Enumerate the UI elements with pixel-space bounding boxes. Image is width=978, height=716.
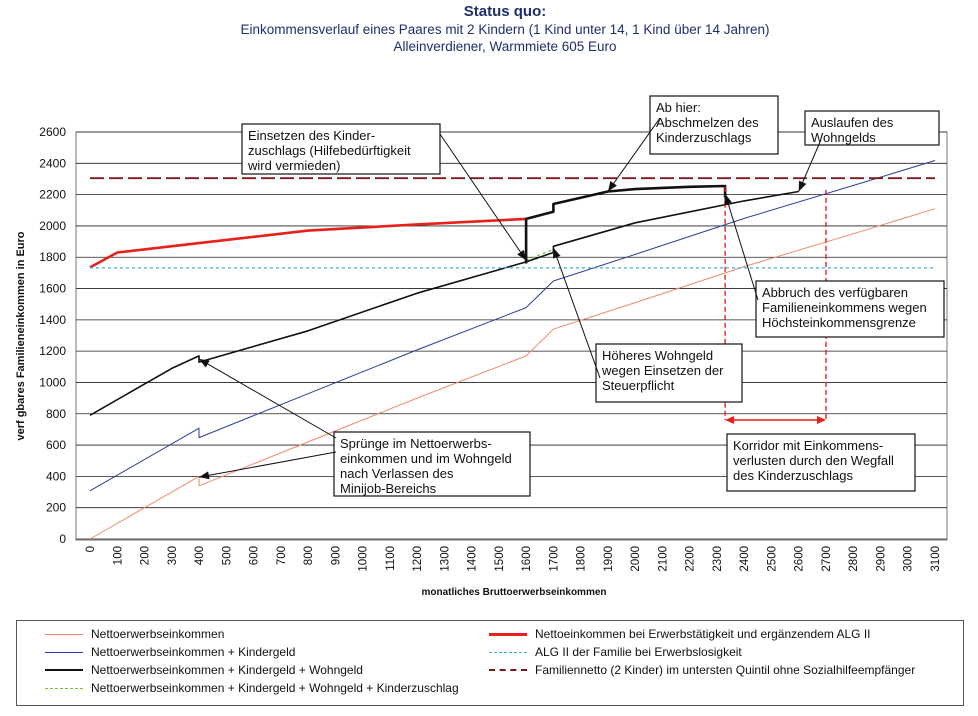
chart-title: Status quo: [463,3,547,20]
x-tick-label: 0 [85,546,97,553]
annotation-text: Steuerpflicht [602,378,675,393]
series-line-3 [526,249,553,260]
y-tick-label: 1200 [39,344,66,359]
x-tick-label: 700 [275,546,288,566]
x-tick-labels [85,546,942,572]
legend-swatch [45,652,83,653]
annotation-text: Abbruch des verfügbaren [762,285,908,300]
x-tick-label: 400 [194,546,207,566]
y-tick-label: 200 [45,500,66,515]
x-tick-label: 2400 [739,546,752,572]
legend-swatch [45,634,83,635]
legend-item [489,643,742,661]
x-tick-label: 2300 [711,546,724,572]
annotation-text: zuschlags (Hilfebedürftigkeit [248,143,411,158]
x-tick-label: 2600 [793,546,806,572]
x-tick-label: 2000 [630,546,643,572]
x-tick-label: 900 [330,546,343,566]
annotation-text: einkommen und im Wohngeld [340,451,512,466]
legend-item [45,661,363,679]
chart-subtitle-1: Einkommensverlauf eines Paares mit 2 Kindern (1 Kind unter 14, 1 Kind über 14 Jahren) [240,22,770,37]
y-tick-label: 2600 [39,125,66,139]
legend-label: Nettoerwerbseinkommen + Kindergeld + Wohngeld [91,663,363,677]
x-tick-label: 1800 [575,546,588,572]
legend-label: Nettoerwerbseinkommen + Kindergeld + Wohngeld + Kinderzuschlag [91,681,459,695]
legend [16,620,964,706]
annotation-layer [199,96,944,496]
x-tick-label: 2800 [848,546,861,572]
annotation-text: des Kinderzuschlags [733,468,853,483]
x-tick-label: 800 [303,546,316,566]
x-tick-label: 1600 [521,546,534,572]
annotation-text: Wohngelds [811,130,876,145]
corridor-arrowhead-left [725,416,734,424]
x-tick-label: 2900 [875,546,888,572]
y-tick-label: 600 [45,438,66,453]
y-tick-label: 2200 [39,187,66,202]
y-tick-label: 2000 [39,218,66,233]
y-tick-label: 1800 [39,250,66,265]
legend-label: Nettoerwerbseinkommen [91,627,225,641]
annotation-text: wegen Einsetzen der [602,363,724,378]
legend-label: Familiennetto (2 Kinder) im untersten Quintil ohne Sozialhilfeempfänger [535,663,916,677]
annotation-text: Familieneinkommens wegen [762,300,927,315]
x-tick-label: 1700 [548,546,561,572]
x-tick-label: 2700 [820,546,833,572]
y-tick-labels [39,125,66,546]
x-tick-label: 1400 [466,546,479,572]
x-tick-label: 1300 [439,546,452,572]
annotation-text: wird vermieden) [248,158,341,173]
legend-label: Nettoerwerbseinkommen + Kindergeld [91,645,296,659]
annotation-text: Korridor mit Einkommens- [733,438,884,453]
annotation-arrowhead [799,181,807,192]
y-tick-label: 1000 [39,375,66,390]
x-tick-label: 2100 [657,546,670,572]
annotation-arrow [199,452,336,477]
legend-item [489,661,915,679]
annotation-arrow [199,359,336,438]
chart-subtitle-2: Alleinverdiener, Warmmiete 605 Euro [393,39,617,54]
x-tick-label: 1900 [602,546,615,572]
legend-item [45,679,459,697]
annotation-text: Ab hier: [656,100,701,115]
legend-swatch [489,669,527,671]
annotation-text: nach Verlassen des [340,466,454,481]
legend-swatch [489,633,527,636]
y-tick-label: 1400 [39,312,66,327]
x-tick-label: 2200 [684,546,697,572]
legend-item [489,625,871,643]
x-axis-label: monatliches Bruttoerwerbseinkommen [421,587,607,598]
y-tick-label: 0 [59,532,66,546]
legend-label: Nettoeinkommen bei Erwerbstätigkeit und ergänzendem ALG II [535,627,871,641]
x-tick-label: 1200 [412,546,425,572]
annotation-text: Auslaufen des [811,115,894,130]
y-axis-label: verf gbares Familieneinkommen in Euro [15,231,27,441]
y-tick-label: 2400 [39,156,66,171]
annotation-text: Minijob-Bereichs [340,481,437,496]
legend-swatch [45,688,83,689]
x-tick-label: 100 [112,546,125,566]
annotation-text: Sprünge im Nettoerwerbs- [340,436,492,451]
annotation-text: verlusten durch den Wegfall [733,453,894,468]
legend-label: ALG II der Familie bei Erwerbslosigkeit [535,645,742,659]
annotation-arrow [440,134,526,260]
annotation-text: Einsetzen des Kinder- [248,128,376,143]
x-tick-label: 3000 [902,546,915,572]
annotation-text: Abschmelzen des [656,115,759,130]
x-tick-label: 300 [166,546,179,566]
y-tick-label: 400 [45,469,66,484]
annotation-arrow [608,118,660,191]
y-tick-label: 1600 [39,281,66,296]
legend-item [45,643,295,661]
legend-item [45,625,224,643]
annotation-text: Höchsteinkommensgrenze [762,315,916,330]
x-tick-label: 1100 [384,546,397,571]
legend-swatch [45,669,83,671]
x-tick-label: 500 [221,546,234,566]
annotation-text: Kinderzuschlags [656,130,752,145]
x-tick-label: 3100 [930,546,942,572]
y-tick-label: 800 [45,406,66,421]
annotation-arrow [725,194,758,300]
corridor-arrowhead-right [817,416,826,424]
x-tick-label: 200 [139,546,152,566]
x-tick-label: 1500 [493,546,506,572]
x-tick-label: 2500 [766,546,779,572]
legend-swatch [489,652,527,653]
annotation-text: Höheres Wohngeld [602,348,714,363]
annotation-arrowhead [199,471,210,479]
x-tick-label: 600 [248,546,261,566]
annotation-arrowhead [517,250,526,261]
x-tick-label: 1000 [357,546,370,572]
